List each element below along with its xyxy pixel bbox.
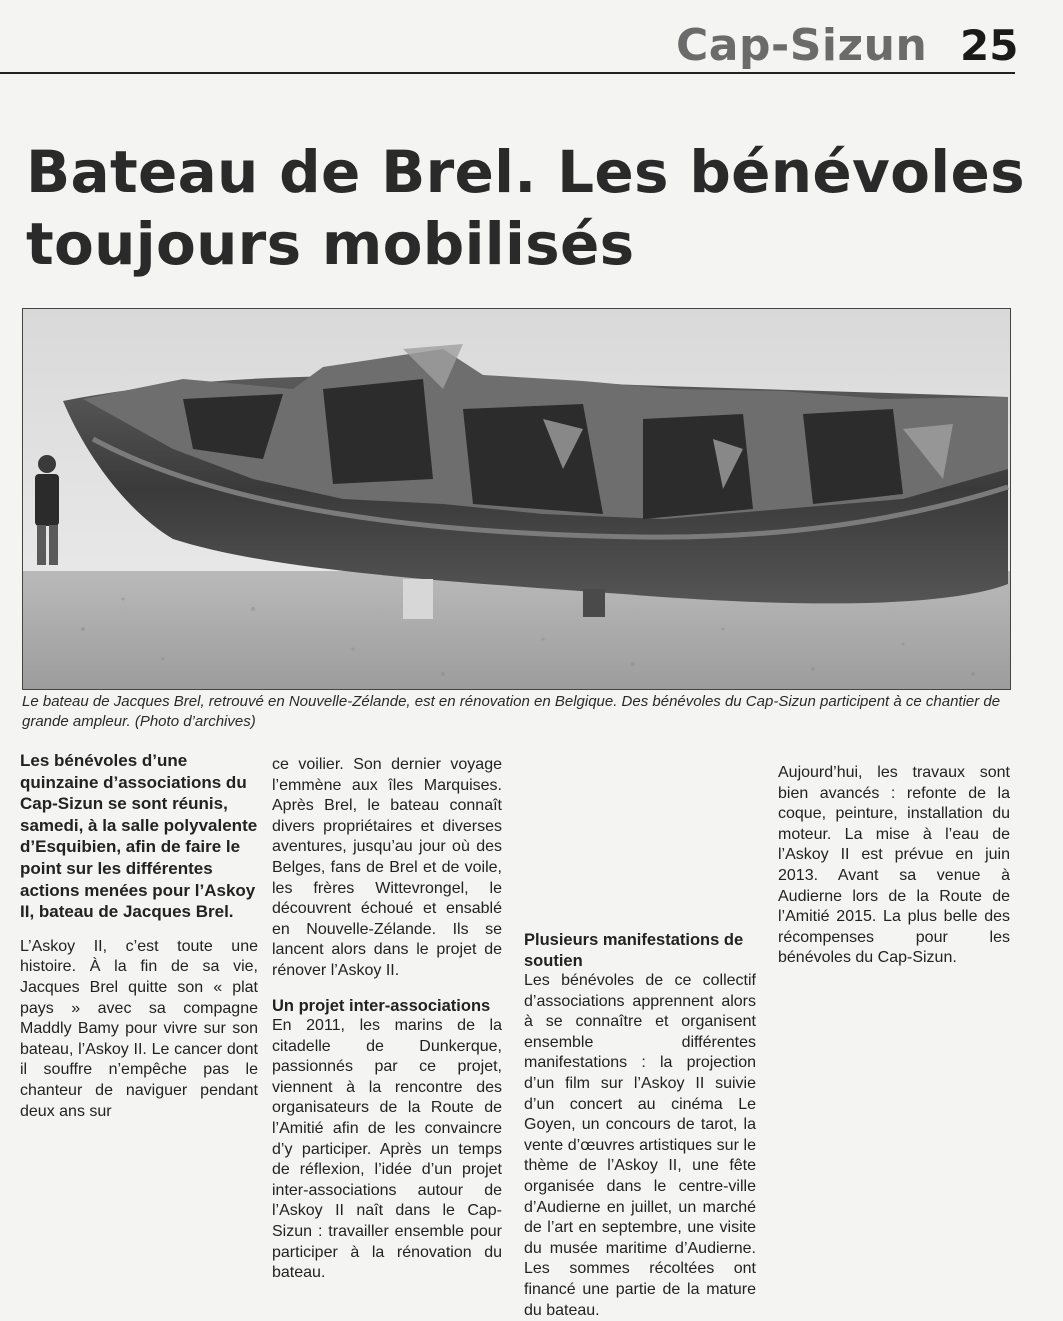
header-rule — [0, 72, 1015, 74]
section-title: Cap-Sizun — [676, 20, 928, 71]
paragraph-2: ce voilier. Son dernier voyage l’emmène aux îles Marquises. Après Brel, le bateau connaît divers propriétaires et diverses aventures, jusqu’au jour où des Belges, fans de Brel et de voile, les frères Wittevrongel, le découvrent échoué et ensablé en Nouvelle-Zélande. Ils se lancent alors dans le projet de rénover l’Askoy II. — [272, 756, 502, 979]
headline-line-2: toujours mobilisés — [26, 210, 635, 278]
paragraph-1: L’Askoy II, c’est toute une histoire. À la fin de sa vie, Jacques Brel quitte son « plat pays » avec sa compagne Maddly Bamy pour vivre sur son bateau, l’Askoy II. Le cancer dont il souffre n’empêche pas le chanteur de naviguer pendant deux ans sur — [20, 937, 258, 1120]
article-column-1 — [20, 750, 258, 1122]
paragraph-4: Les bénévoles de ce collectif d’associations apprennent alors à se connaître et organisent ensemble différentes manifestations : la projection d’un film sur l’Askoy II suivie d’un concert au cinéma Le Goyen, un concours de tarot, la vente d’œuvres artistiques sur le thème de l’Askoy II, une fête organisée dans le centre-ville d’Audierne en juillet, un marché de l’art en septembre, une visite du musée maritime d’Audierne. Les sommes récoltées ont financé une partie de la mature du bateau. — [524, 972, 756, 1319]
paragraph-3: En 2011, les marins de la citadelle de Dunkerque, passionnés par ce projet, viennent à la rencontre des organisateurs de la Route de l’Amitié afin de les convaincre d’y participer. Après un temps de réflexion, l’idée d’un projet inter-associations autour de l’Askoy II naît dans le Cap-Sizun : travailler ensemble pour participer à la rénovation du bateau. — [272, 1017, 502, 1282]
paragraph-3-part-1 — [272, 1016, 502, 1284]
subhead-manifestations: Plusieurs manifestations de soutien — [524, 931, 744, 970]
boat-photo — [22, 308, 1011, 690]
subhead-inter-associations: Un projet inter-associations — [272, 996, 491, 1015]
article-column-2 — [272, 755, 502, 1284]
article-column-4 — [778, 763, 1010, 969]
article-column-3 — [524, 760, 756, 1321]
article-headline — [26, 136, 1026, 280]
article-lead: Les bénévoles d’une quinzaine d’associations du Cap-Sizun se sont réunis, samedi, à la salle polyvalente d’Esquibien, afin de faire le point sur les différentes actions menées pour l’Askoy II, bateau de Jacques Brel. — [20, 751, 258, 922]
headline-line-1: Bateau de Brel. Les bénévoles — [26, 138, 1025, 206]
boat-photo-illustration — [23, 309, 1010, 689]
photo-caption: Le bateau de Jacques Brel, retrouvé en Nouvelle-Zélande, est en rénovation en Belgique. Des bénévoles du Cap-Sizun participent à ce chantier de grande ampleur. (Photo d’archives) — [22, 693, 1001, 730]
paragraph-5: Aujourd’hui, les travaux sont bien avancés : refonte de la coque, peinture, installation du moteur. La mise à l’eau de l’Askoy II est prévue en juin 2013. Avant sa venue à Audierne lors de la Route de l’Amitié 2015. La plus belle des récompenses pour les bénévoles du Cap-Sizun. — [778, 764, 1010, 967]
page-number: 25 — [960, 21, 1019, 70]
